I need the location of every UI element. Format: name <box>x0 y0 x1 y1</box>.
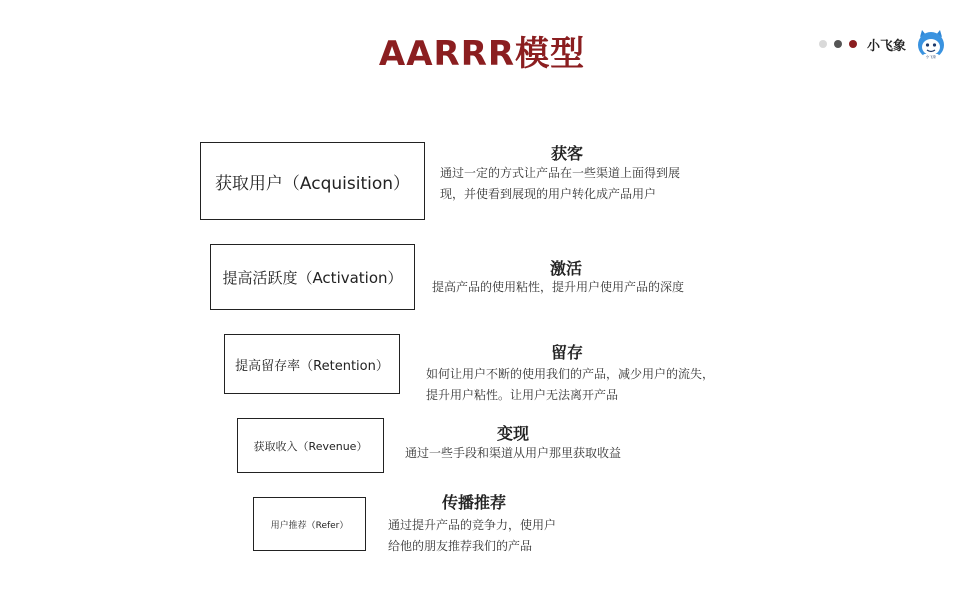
step-heading-retention: 留存 <box>551 343 584 362</box>
page-dot-3 <box>849 40 857 48</box>
step-description-revenue: 通过一些手段和渠道从用户那里获取收益 <box>405 446 622 460</box>
step-heading-revenue: 变现 <box>497 424 530 443</box>
step-box-activation: 提高活跃度（Activation） <box>210 244 415 310</box>
step-description-refer: 通过提升产品的竞争力，使用户给他的朋友推荐我们的产品 <box>388 518 557 553</box>
step-heading-activation: 激活 <box>550 259 583 278</box>
logo-text: 小飞象 <box>925 55 937 59</box>
step-description-activation: 提高产品的使用粘性，提升用户使用产品的深度 <box>432 280 685 294</box>
step-box-acquisition: 获取用户（Acquisition） <box>200 142 425 220</box>
step-heading-refer: 传播推荐 <box>442 493 507 512</box>
step-box-retention: 提高留存率（Retention） <box>224 334 400 394</box>
brand-name: 小飞象 <box>866 38 906 54</box>
elephant-logo-icon <box>916 28 946 60</box>
step-description-retention: 如何让用户不断的使用我们的产品，减少用户的流失，提升用户粘性。让用户无法离开产品 <box>426 367 715 402</box>
page-dot-1 <box>819 40 827 48</box>
step-heading-acquisition: 获客 <box>551 144 584 163</box>
step-box-revenue: 获取收入（Revenue） <box>237 418 384 473</box>
page-dot-2 <box>834 40 842 48</box>
step-description-acquisition: 通过一定的方式让产品在一些渠道上面得到展现，并使看到展现的用户转化成产品用户 <box>440 166 681 201</box>
brand <box>819 27 946 61</box>
step-box-refer: 用户推荐（Refer） <box>253 497 366 551</box>
page-title: AARRR模型 <box>378 34 586 74</box>
